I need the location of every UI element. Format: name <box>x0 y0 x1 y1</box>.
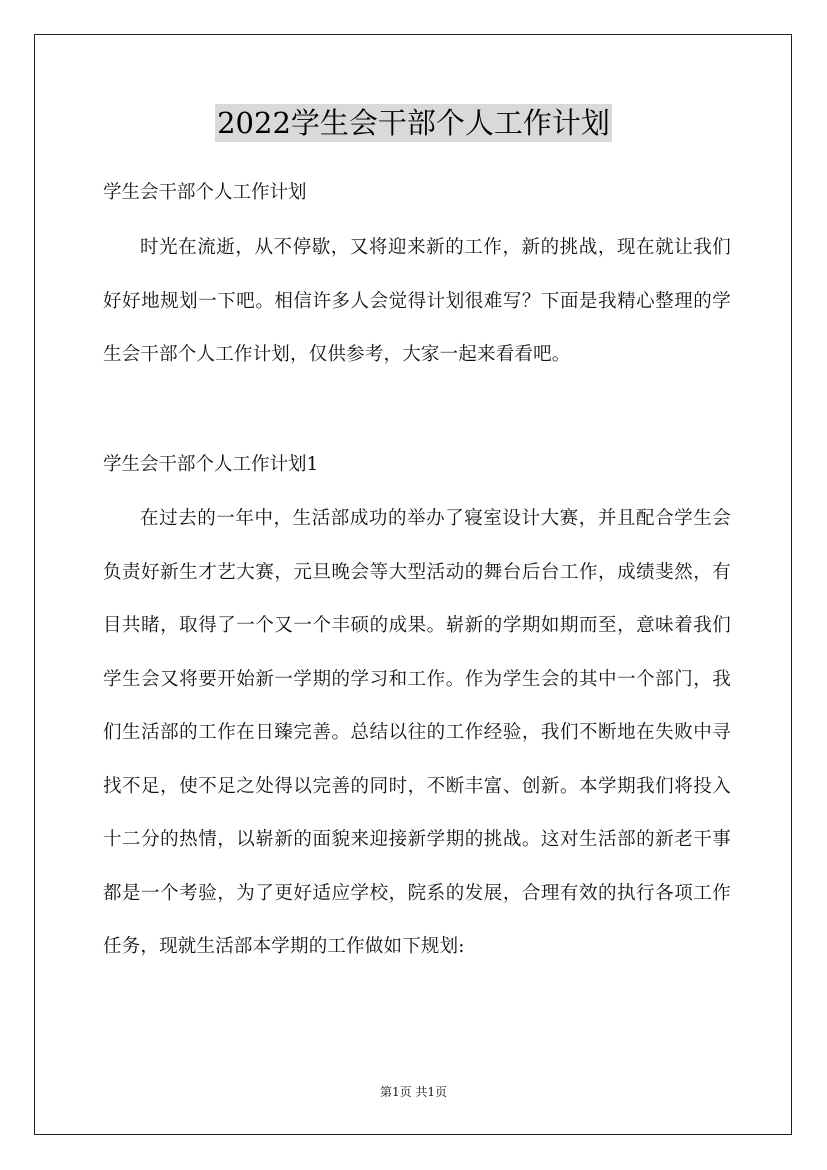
body-paragraph: 在过去的一年中，生活部成功的举办了寝室设计大赛，并且配合学生会负责好新生才艺大赛，元旦晚会等大型活动的舞台后台工作，成绩斐然，有目共睹，取得了一个又一个丰硕的成果。崭新的学期如期而至，意味着我们学生会又将要开始新一学期的学习和工作。作为学生会的其中一个部门，我们生活部的工作在日臻完善。总结以往的工作经验，我们不断地在失败中寻找不足，使不足之处得以完善的同时，不断丰富、创新。本学期我们将投入十二分的热情，以崭新的面貌来迎接新学期的挑战。这对生活部的新老干事都是一个考验，为了更好适应学校，院系的发展，合理有效的执行各项工作任务，现就生活部本学期的工作做如下规划: <box>103 508 731 957</box>
page-footer: 第1页 共1页 <box>379 1085 448 1099</box>
intro-paragraph: 时光在流逝，从不停歇，又将迎来新的工作，新的挑战，现在就让我们好好地规划一下吧。相信许多人会觉得计划很难写？下面是我精心整理的学生会干部个人工作计划，仅供参考，大家一起来看看吧。 <box>103 237 731 365</box>
subheading-plan: 学生会干部个人工作计划 <box>103 182 307 203</box>
title-container <box>0 104 827 142</box>
document-title: 2022学生会干部个人工作计划 <box>217 106 610 140</box>
subheading-plan-1: 学生会干部个人工作计划1 <box>103 454 319 475</box>
